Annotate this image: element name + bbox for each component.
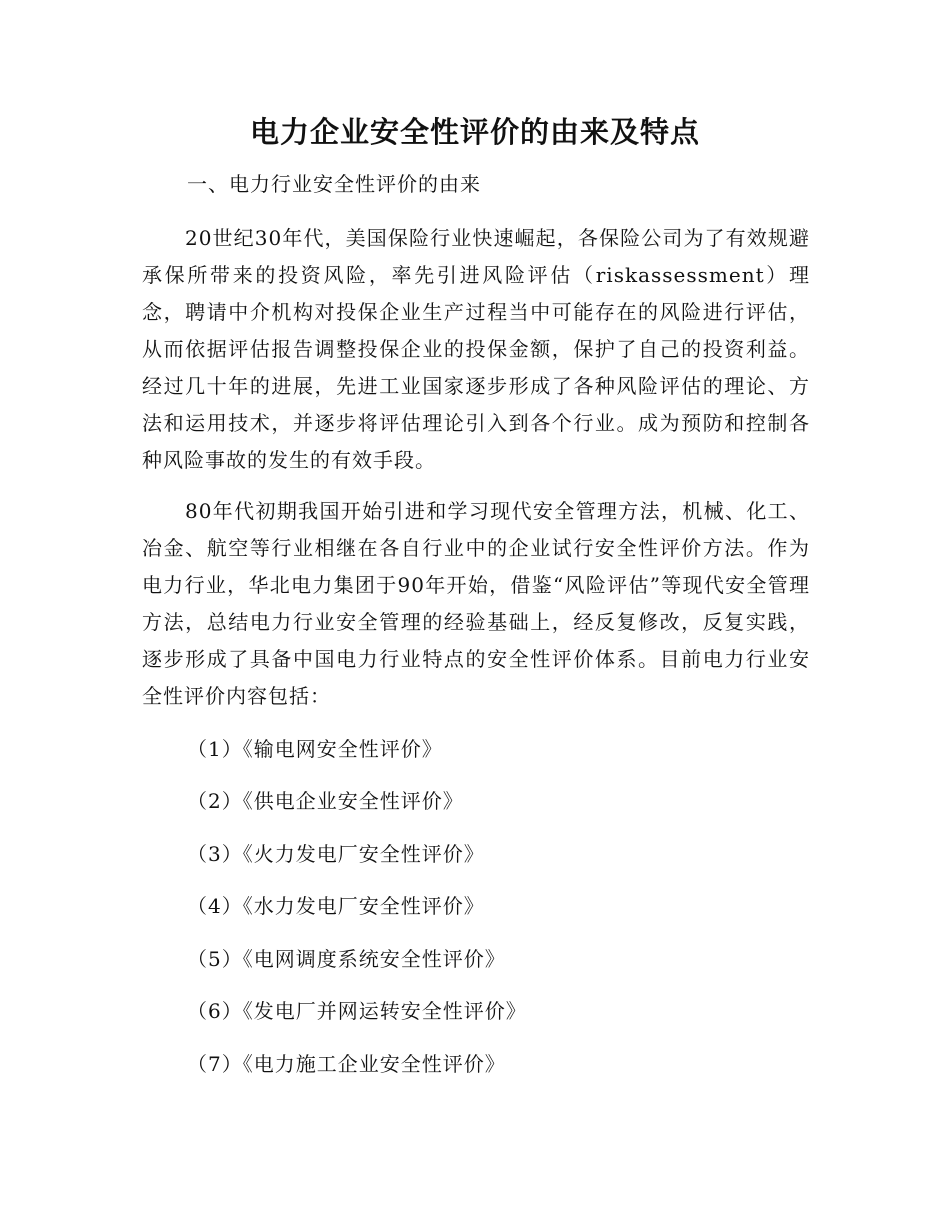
document-title: 电力企业安全性评价的由来及特点	[249, 115, 700, 149]
list-item: （3）《火力发电厂安全性评价》	[187, 842, 485, 866]
paragraph-origin: 20世纪30年代，美国保险行业快速崛起，各保险公司为了有效规避承保所带来的投资风险，率先引进风险评估（riskassessment）理念，聘请中介机构对投保企业生产过程当中可能存在的风险进行评估，从而依据评估报告调整投保企业的投保金额，保护了自己的投资利益。经过几十年的进展，先进工业国家逐步形成了各种风险评估的理论、方法和运用技术，并逐步将评估理论引入到各个行业。成为预防和控制各种风险事故的发生的有效手段。	[142, 226, 810, 472]
list-item: （7）《电力施工企业安全性评价》	[187, 1052, 506, 1076]
list-item: （5）《电网调度系统安全性评价》	[187, 947, 506, 971]
paragraph-china-adoption: 80年代初期我国开始引进和学习现代安全管理方法，机械、化工、冶金、航空等行业相继在各自行业中的企业试行安全性评价方法。作为电力行业，华北电力集团于90年开始，借鉴“风险评估”等现代安全管理方法，总结电力行业安全管理的经验基础上，经反复修改，反复实践，逐步形成了具备中国电力行业特点的安全性评价体系。目前电力行业安全性评价内容包括：	[142, 499, 810, 708]
list-item: （2）《供电企业安全性评价》	[187, 789, 464, 813]
list-item: （4）《水力发电厂安全性评价》	[187, 894, 485, 918]
list-item: （6）《发电厂并网运转安全性评价》	[187, 999, 527, 1023]
section-heading: 一、电力行业安全性评价的由来	[187, 172, 481, 196]
list-item: （1）《输电网安全性评价》	[187, 737, 443, 761]
